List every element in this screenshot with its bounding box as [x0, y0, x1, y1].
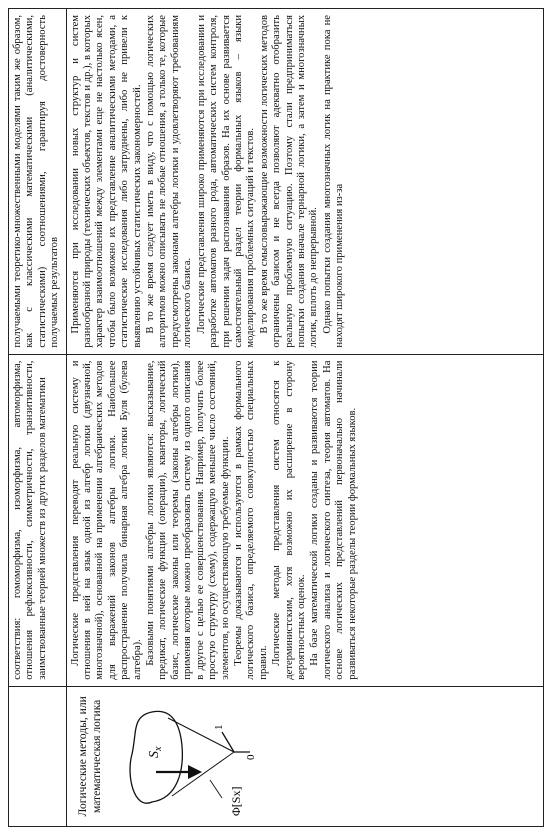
logic-mapping-diagram: [122, 696, 262, 816]
application-paragraph: Применяются при исследовании новых структур и систем разнообразной природы (технических объектов, текстов и др.), в которых характер взаимоотношений между элементами еще не настолько ясен, чтобы было возможно их представление аналитическими методами, а статистические исследования либо затруднены, либо не привели к выявлению устойчивых статистических закономерностей.: [69, 15, 143, 348]
value-zero: 0: [244, 754, 257, 761]
header-cell-description: [9, 354, 67, 686]
description-paragraph: Логические представления переводят реальную систему и отношения в ней на язык одной из алгебр логики (двузначной, многозначной), основанной на применении алгебраических методов для выражений законов алгебры логики. Наибольшее распространение получила бинарная алгебра логики Буля (булева алгебра).: [69, 360, 143, 680]
description-paragraph: На базе математической логики созданы и развиваются теории логического анализа и логического синтеза, теория автоматов. На основе логических представлений первоначально начинали развиваться некоторые разделы теории формальных языков.: [309, 360, 358, 680]
method-cell: [66, 686, 543, 826]
projection-line-left: [172, 752, 234, 796]
application-cell: [66, 9, 543, 355]
application-paragraph: В то же время следует иметь в виду, что с помощью логических алгоритмов можно описывать не любые отношения, а только те, которые предусмотрены законами алгебры логики и удовлетворяют требованиям логического базиса.: [145, 15, 194, 348]
description-paragraph: Теоремы доказываются и используются в рамках формального логического базиса, определяемого совокупностью специальных правил.: [232, 360, 269, 680]
mapping-arrow-head: [188, 765, 202, 779]
map-label: Φ[Sx]: [228, 786, 243, 817]
description-paragraph: Базовыми понятиями алгебры логики являются: высказывание, предикат, логические функции (операции), кванторы, логический базис, логические законы или теоремы (законы алгебры логики), применяя которые можно преобразовать систему из одного описания в другое с целью ее совершенствования. Например, получить более простую структуру (схему), содержащую меньшее число состояний, элементов, но осуществляющую требуемые функции.: [145, 360, 231, 680]
label-leader-line: [210, 780, 222, 798]
header-description-text: соответствия: гомоморфизма, изоморфизма, автоморфизма, отношения рефлексивности, симметричности, транзитивности, заимствованные теорией множеств из других разделов математики: [12, 360, 48, 680]
header-application-text: получаемыми теоретико-множественными моделями таким же образом, как с классическими математическими (аналитическими, статистическими) соотношениями, гарантируя достоверность получаемых результатов: [12, 15, 61, 348]
application-paragraph: Логические представления широко применяются при исследовании и разработке автоматов разного рода, автоматических систем контроля, при решении задач распознавания образов. На их основе развивается самостоятельный раздел теории формальных языков – языки моделирования проблемных ситуаций и текстов.: [195, 15, 257, 348]
header-cell-application: [9, 9, 67, 355]
description-cell: [66, 354, 543, 686]
value-one: 1: [212, 724, 225, 731]
table-row-continuation: [9, 9, 67, 827]
set-label: $S_x$: [146, 746, 164, 759]
application-paragraph: Однако попытки создания многозначных логик на практике пока не находят широкого применения из-за: [321, 15, 346, 348]
header-cell-method: [9, 686, 67, 826]
application-paragraph: В то же время смысловыражающие возможности логических методов ограничены базисом и не всегда позволяют адекватно отобразить реальную проблемную ситуацию. Поэтому стали предприниматься попытки создания вначале тернарной логики, а затем и многозначных логик, вплоть до непрерывной.: [258, 15, 320, 348]
table-row-logic: [66, 9, 543, 827]
method-title: Логические методы, или математическая логика: [76, 696, 103, 817]
description-paragraph: Логические методы представления систем относятся к детерминистским, хотя возможно их расширение в сторону вероятностных оценок.: [271, 360, 307, 680]
methods-table: [8, 8, 544, 827]
set-subscript: x: [152, 746, 164, 752]
